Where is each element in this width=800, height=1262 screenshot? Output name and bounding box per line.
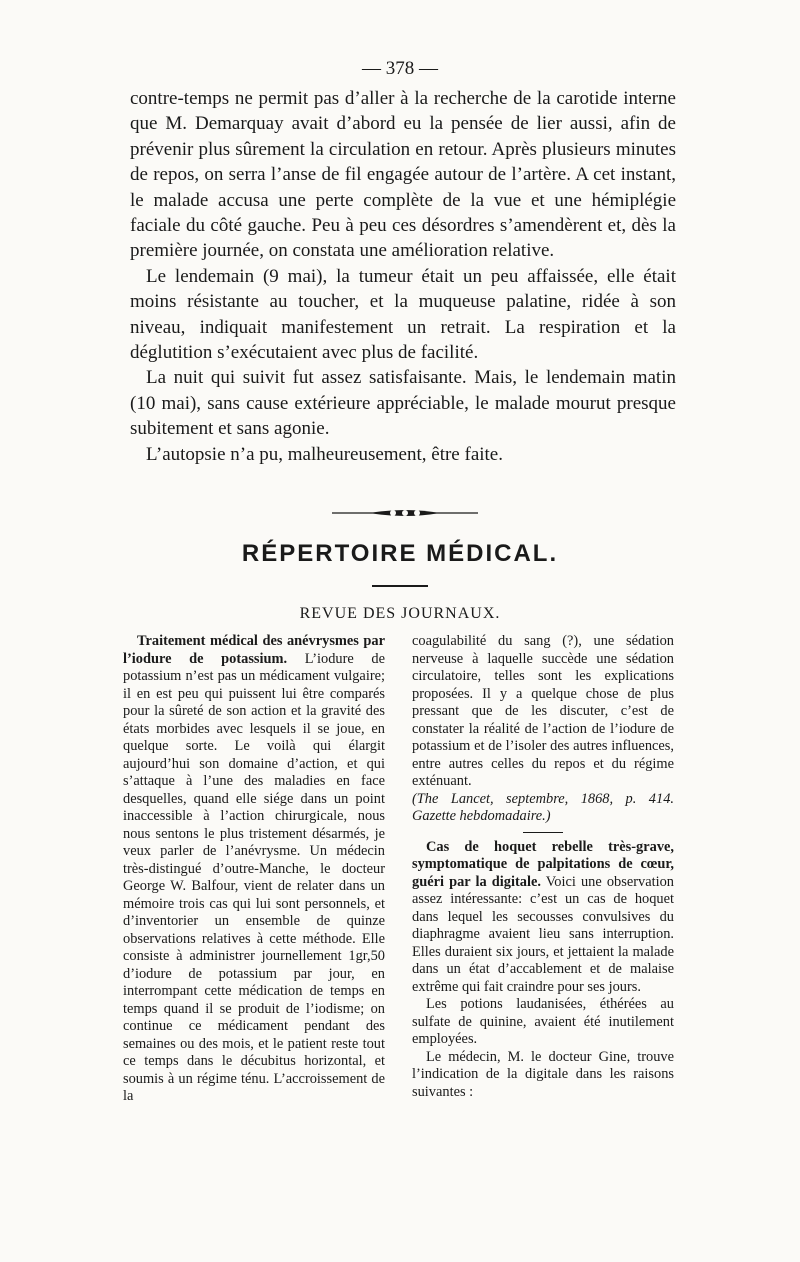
article-divider	[523, 832, 563, 833]
title-rule	[372, 585, 428, 587]
article-continuation: coagulabilité du sang (?), une sédation nerveuse à laquelle succède une sédation circulatoire, telles sont les explications proposées. Il y a quelque chose de plus pressant que de les discuter, c’est de constater la réalité de l’action de l’iodure de potassium et de l’isoler des autres influences, entre autres celles du repos et du régime exténuant.	[412, 633, 674, 789]
page-number: — 378 —	[362, 58, 438, 79]
article-body: L’iodure de potassium n’est pas un médicament vulgaire; il en est peu qui puissent lui être comparés pour la sûreté de son action et la gravité des états morbides avec lesquels il se joue, en quelque sorte. Le voilà qui élargit aujourd’hui son domaine d’action, et qui s’attaque à l’une des maladies en face desquelles, quand elle siége dans un point inaccessible à l’action chirurgicale, nous nous sentons le plus tristement désarmés, je veux parler de l’anévrysme. Un médecin très-distingué d’outre-Manche, le docteur George W. Balfour, vient de relater dans un mémoire trois cas qui lui sont personnels, et d’inventorier un ensemble de quinze observations relatives à cette méthode. Elle consiste à administrer journellement 1gr,50 d’iodure de potassium par jour, en interrompant cette médication de temps en temps quand il se produit de l’iodisme; on continue ce médicament pendant des semaines ou des mois, et le patient reste tout ce temps dans le décubitus horizontal, et soumis à un régime ténu. L’accroissement de la	[123, 650, 385, 1104]
citation: (The Lancet, septembre, 1868, p. 414. Gazette hebdomadaire.)	[412, 790, 674, 824]
right-column	[412, 633, 674, 1101]
article-title: Cas de hoquet rebelle très-grave, symptomatique de palpitations de cœur, guéri par la digitale.	[412, 838, 674, 890]
subsection-title: REVUE DES JOURNAUX.	[299, 605, 501, 622]
article-title: Traitement médical des anévrysmes par l’iodure de potassium.	[123, 633, 385, 667]
paragraph: contre-temps ne permit pas d’aller à la recherche de la carotide interne que M. Demarquay avait d’abord eu la pensée de lier aussi, afin de prévenir plus sûrement la circulation en retour. Après plusieurs minutes de repos, on serra l’anse de fil engagée autour de l’artère. A cet instant, le malade accusa une perte complète de la vue et une hémiplégie faciale du côté gauche. Peu à peu ces désordres s’amendèrent et, dès la première journée, on constata une amélioration relative.	[130, 88, 676, 262]
section-title: RÉPERTOIRE MÉDICAL.	[241, 540, 559, 567]
paragraph: La nuit qui suivit fut assez satisfaisante. Mais, le lendemain matin (10 mai), sans cause extérieure appréciable, le malade mourut presque subitement et sans agonie.	[130, 367, 676, 440]
paragraph: Le médecin, M. le docteur Gine, trouve l’indication de la digitale dans les raisons suivantes :	[412, 1048, 674, 1100]
paragraph: Le lendemain (9 mai), la tumeur était un peu affaissée, elle était moins résistante au toucher, et la muqueuse palatine, ridée à son niveau, indiquait manifestement un retrait. La respiration et la déglutition s’exécutaient avec plus de facilité.	[130, 265, 676, 364]
left-column	[123, 633, 385, 1106]
ornament-divider	[330, 508, 480, 518]
case-report-text	[130, 86, 676, 467]
paragraph: Les potions laudanisées, éthérées au sulfate de quinine, avaient été inutilement employées.	[412, 996, 674, 1047]
article	[412, 839, 674, 997]
article	[123, 633, 385, 1106]
paragraph: L’autopsie n’a pu, malheureusement, être faite.	[146, 443, 503, 465]
article-body: Voici une observation assez intéressante: c’est un cas de hoquet dans lequel les secousses convulsives du diaphragme avaient lieu sans interruption. Elles duraient six jours, et jettaient la malade dans un état d’accablement et de malaise extrême qui fait craindre pour ses jours.	[412, 873, 674, 995]
